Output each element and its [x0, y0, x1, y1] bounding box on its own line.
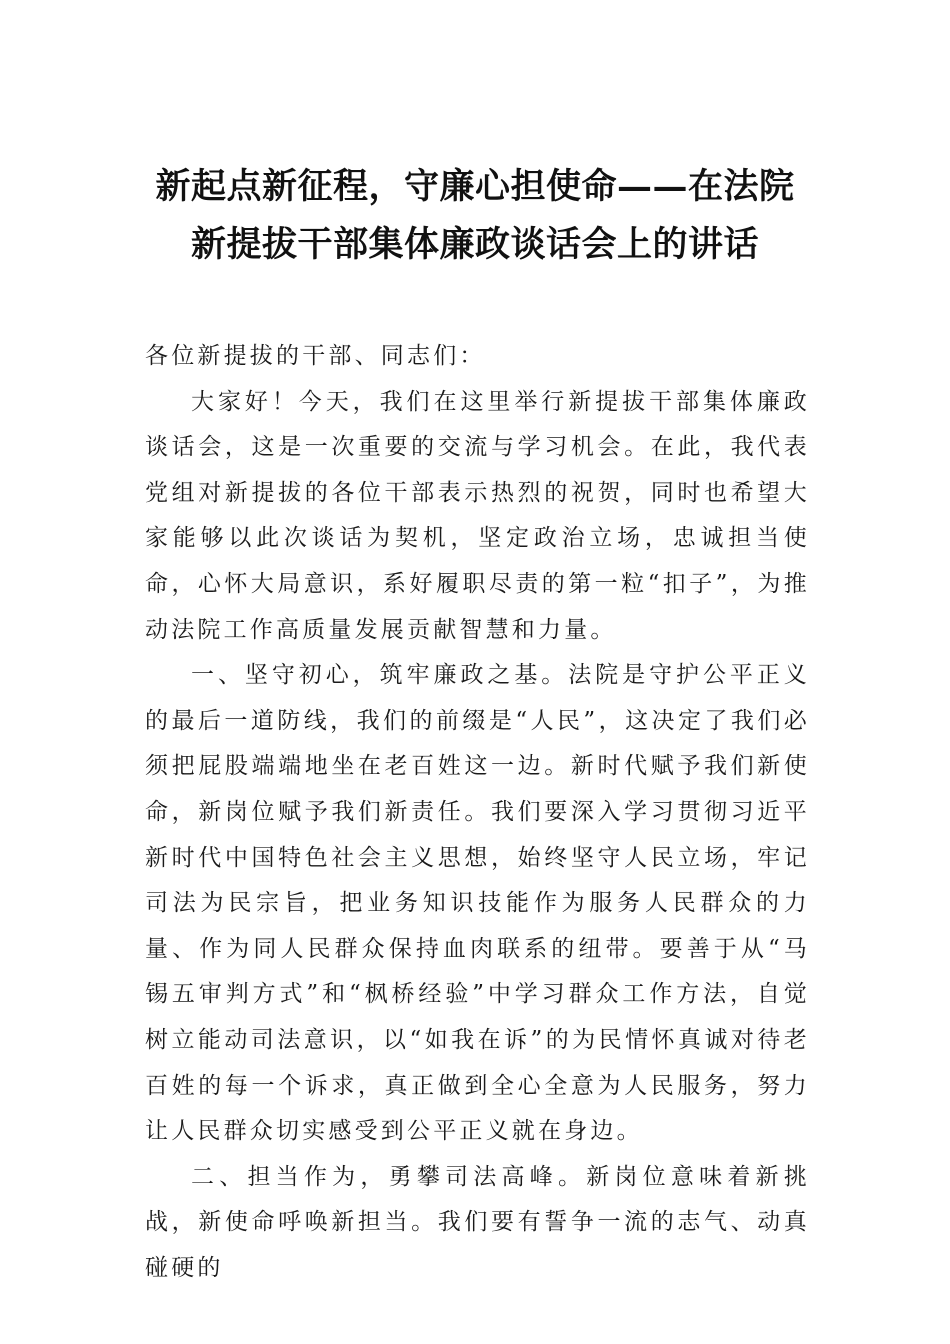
- paragraph-section-1: 一、坚守初心，筑牢廉政之基。法院是守护公平正义的最后一道防线，我们的前缀是“人民”，这决定了我们必须把屁股端端地坐在老百姓这一边。新时代赋予我们新使命，新岗位赋予我们新责任。我们要深入学习贯彻习近平新时代中国特色社会主义思想，始终坚守人民立场，牢记司法为民宗旨，把业务知识技能作为服务人民群众的力量、作为同人民群众保持血肉联系的纽带。要善于从“马锡五审判方式”和“枫桥经验”中学习群众工作方法，自觉树立能动司法意识，以“如我在诉”的为民情怀真诚对待老百姓的每一个诉求，真正做到全心全意为人民服务，努力让人民群众切实感受到公平正义就在身边。: [145, 662, 810, 1145]
- title-line-1: 新起点新征程，守廉心担使命——在法院: [155, 166, 795, 207]
- document-title: [120, 158, 830, 274]
- document-body: [145, 334, 810, 1291]
- title-line-2: 新提拔干部集体廉政谈话会上的讲话: [190, 224, 759, 265]
- paragraph-section-2: 二、担当作为，勇攀司法高峰。新岗位意味着新挑战，新使命呼唤新担当。我们要有誓争一流的志气、动真碰硬的: [145, 1163, 810, 1281]
- salutation: 各位新提拔的干部、同志们：: [145, 343, 486, 369]
- paragraph-greeting: 大家好！今天，我们在这里举行新提拔干部集体廉政谈话会，这是一次重要的交流与学习机会。在此，我代表党组对新提拔的各位干部表示热烈的祝贺，同时也希望大家能够以此次谈话为契机，坚定政治立场，忠诚担当使命，心怀大局意识，系好履职尽责的第一粒“扣子”，为推动法院工作高质量发展贡献智慧和力量。: [145, 388, 810, 643]
